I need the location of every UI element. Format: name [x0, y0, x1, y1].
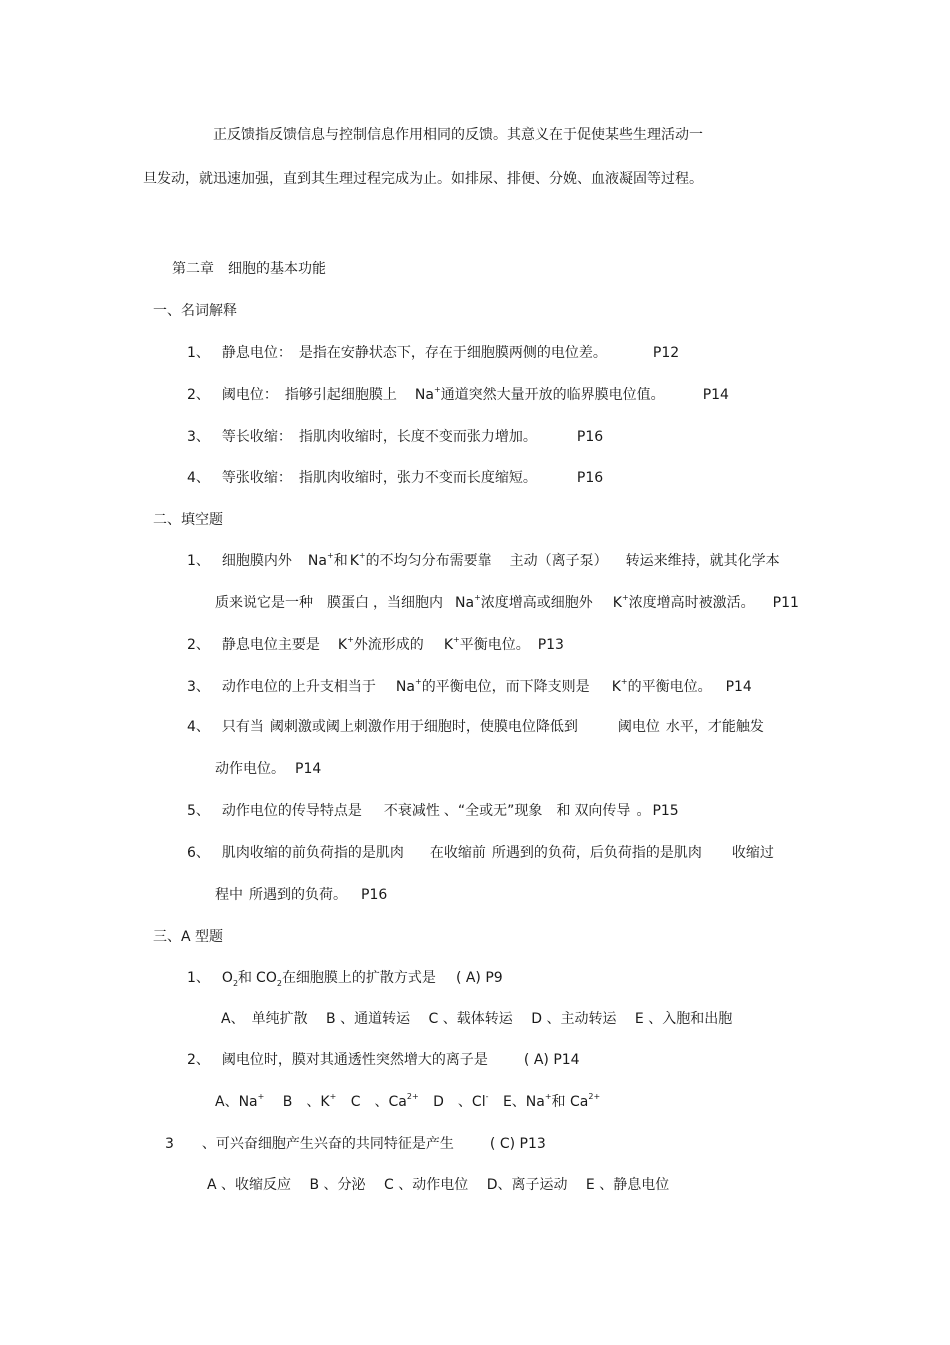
option-e: E 、静息电位 [585, 1177, 670, 1193]
option-a: A、 单纯扩散 [221, 1011, 308, 1027]
option-e: E 、入胞和出胞 [634, 1011, 733, 1027]
definition-item: 4、 等张收缩： 指肌肉收缩时，张力不变而长度缩短。 P16 [187, 470, 604, 486]
fill-question-5: 5、 动作电位的传导特点是 不衰减性 、“全或无”现象 和 双向传导 。 P15 [187, 803, 679, 819]
option-d: D 、主动转运 [531, 1011, 617, 1027]
intro-line-2: 旦发动，就迅速加强，直到其生理过程完成为止。如排尿、排便、分娩、血液凝固等过程。 [143, 171, 703, 187]
definition-item: 1、 静息电位： 是指在安静状态下，存在于细胞膜两侧的电位差。 P12 [187, 345, 680, 361]
option-c: C 、动作电位 [384, 1177, 469, 1193]
mc-question-2-options: A、Na+ B 、K+ C 、$Ca^{2+}$ D 、Cl- E、Na+和 $Ca^{2+}$ [215, 1092, 601, 1110]
fill-question-6: 6、 肌肉收缩的前负荷指的是肌肉 在收缩前 所遇到的负荷，后负荷指的是肌肉 收缩过 [187, 845, 774, 861]
intro-line-1: 正反馈指反馈信息与控制信息作用相同的反馈。其意义在于促使某些生理活动一 [213, 127, 703, 143]
fill-question-3: 3、 动作电位的上升支相当于 Na+的平衡电位，而下降支则是 K+的平衡电位。 P14 [187, 677, 752, 695]
fill-question-1: 1、 细胞膜内外 Na+和 K+的不均匀分布需要靠 主动（离子泵） 转运来维持，就其化学本 [187, 551, 780, 569]
chapter-title: 第二章 细胞的基本功能 [172, 261, 326, 277]
fill-question-4: 4、 只有当 阈刺激或阈上刺激作用于细胞时，使膜电位降低到 阈电位 水平，才能触发 [187, 719, 764, 735]
option-b: B 、通道转运 [326, 1011, 411, 1027]
mc-question-3-options [207, 1175, 669, 1195]
section-heading-type-a: 三、A 型题 [153, 929, 224, 945]
option-d: D 、Cl [433, 1094, 486, 1110]
definition-item: 3、 等长收缩： 指肌肉收缩时，长度不变而张力增加。 P16 [187, 429, 604, 445]
fill-question-2: 2、 静息电位主要是 K+外流形成的 K+平衡电位。 P13 [187, 635, 564, 653]
option-a: A 、收缩反应 [207, 1177, 292, 1193]
option-b: B 、分泌 [309, 1177, 366, 1193]
definition-item: 2、 阈电位： 指够引起细胞膜上 Na+通道突然大量开放的临界膜电位值。 P14 [187, 385, 729, 403]
mc-question-1: 1、 $O_2$和 $CO_2$在细胞膜上的扩散方式是 ( A) P9 [187, 970, 503, 988]
fill-question-4-cont: 动作电位。 P14 [215, 761, 322, 777]
option-c: C 、载体转运 [428, 1011, 513, 1027]
option-a: A、Na [215, 1094, 258, 1110]
mc-question-2: 2、 阈电位时，膜对其通透性突然增大的离子是 ( A) P14 [187, 1052, 580, 1068]
section-heading-definitions: 一、名词解释 [153, 303, 237, 319]
fill-question-6-cont: 程中 所遇到的负荷。 P16 [215, 887, 388, 903]
option-e: E、Na [502, 1094, 545, 1110]
option-d: D、离子运动 [486, 1177, 568, 1193]
fill-question-1-cont: 质来说它是一种 膜蛋白 ，当细胞内 Na+浓度增高或细胞外 K+浓度增高时被激活。 P11 [215, 593, 799, 611]
option-b: B 、K [282, 1094, 330, 1110]
mc-question-3: 3 、可兴奋细胞产生兴奋的共同特征是产生 ( C) P13 [165, 1136, 546, 1152]
section-heading-fill-in: 二、填空题 [153, 512, 223, 528]
mc-question-1-options [221, 1009, 732, 1029]
option-c: C 、Ca [350, 1094, 407, 1110]
